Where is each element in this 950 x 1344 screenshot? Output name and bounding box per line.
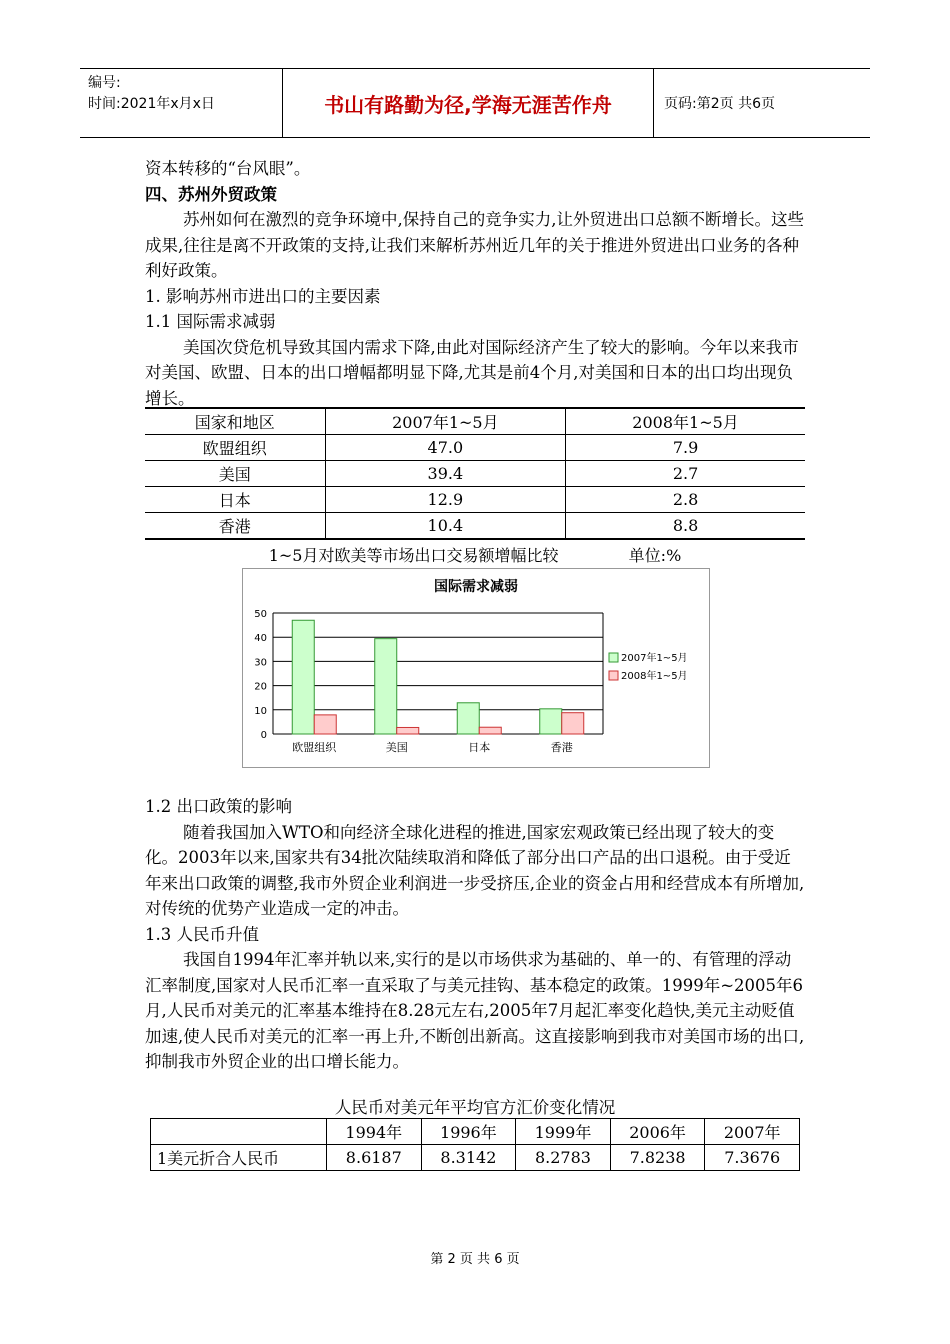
table-header-cell — [151, 1119, 327, 1145]
table-cell: 7.8238 — [610, 1145, 705, 1171]
table-cell: 2.8 — [566, 487, 805, 513]
legend-swatch — [609, 653, 618, 662]
section-4-heading: 四、苏州外贸政策 — [145, 184, 277, 204]
table-header-cell: 1994年 — [327, 1119, 422, 1145]
exchange-table — [150, 1118, 800, 1171]
legend-label: 2007年1~5月 — [621, 653, 688, 664]
chart-svg — [243, 569, 709, 767]
caption-text: 1~5月对欧美等市场出口交易额增幅比较 — [268, 546, 559, 565]
bar — [397, 727, 419, 734]
table-cell: 欧盟组织 — [145, 435, 325, 461]
table-caption — [145, 543, 805, 566]
table-cell: 8.2783 — [516, 1145, 611, 1171]
paragraph-1: 苏州如何在激烈的竞争环境中,保持自己的竞争实力,让外贸进出口总额不断增长。这些成果,往往是离不开政策的支持,让我们来解析苏州近几年的关于推进外贸进出口业务的各种利好政策。 — [145, 210, 804, 280]
table-cell: 日本 — [145, 487, 325, 513]
heading-1-1: 1.1 国际需求减弱 — [145, 312, 276, 331]
table-row — [151, 1145, 800, 1171]
x-tick-label: 香港 — [550, 741, 573, 754]
x-tick-label: 欧盟组织 — [292, 741, 337, 754]
heading-1-3: 1.3 人民币升值 — [145, 924, 259, 944]
paragraph-4: 我国自1994年汇率并轨以来,实行的是以市场供求为基础的、单一的、有管理的浮动汇率制度,国家对人民币汇率一直采取了与美元挂钩、基本稳定的政策。1999年~2005年6月,人民币对美元的汇率基本维持在8.28元左右,2005年7月起汇率变化趋快,美元主动贬值加速,使人民币对美元的汇率一再上升,不断创出新高。这直接影响到我市对美国市场的出口,抑制我市外贸企业的出口增长能力。 — [145, 950, 805, 1071]
table-cell: 7.9 — [566, 435, 805, 461]
chart-title: 国际需求减弱 — [434, 579, 518, 595]
growth-table — [145, 407, 805, 540]
y-tick-label: 50 — [254, 609, 267, 620]
table-row — [145, 487, 805, 513]
header-info — [80, 69, 283, 137]
legend-swatch — [609, 671, 618, 680]
page-header — [80, 68, 870, 138]
header-motto: 书山有路勤为径,学海无涯苦作舟 — [283, 69, 654, 137]
table-header-row — [145, 408, 805, 435]
table-row — [145, 435, 805, 461]
table-cell: 12.9 — [325, 487, 565, 513]
x-tick-label: 日本 — [468, 741, 491, 754]
table-header-cell: 2007年1~5月 — [325, 408, 565, 435]
table-row — [145, 513, 805, 540]
bar — [540, 709, 562, 734]
table-header-cell: 2006年 — [610, 1119, 705, 1145]
table-header-cell: 1996年 — [421, 1119, 516, 1145]
number-label: 编号: — [88, 75, 121, 91]
bar — [292, 620, 314, 734]
table-header-cell: 1999年 — [516, 1119, 611, 1145]
table-cell: 2.7 — [566, 461, 805, 487]
y-tick-label: 10 — [254, 705, 267, 717]
table-cell: 39.4 — [325, 461, 565, 487]
table-header-cell: 2007年 — [705, 1119, 800, 1145]
table-cell: 10.4 — [325, 513, 565, 540]
y-tick-label: 20 — [254, 681, 267, 693]
time-label: 时间:2021年x月x日 — [88, 96, 215, 112]
demand-chart — [242, 568, 710, 768]
paragraph-3: 随着我国加入WTO和向经济全球化进程的推进,国家宏观政策已经出现了较大的变化。2003年以来,国家共有34批次陆续取消和降低了部分出口产品的出口退税。由于受近年来出口政策的调整,我市外贸企业利润进一步受挤压,企业的资金占用和经营成本有所增加,对传统的优势产业造成一定的冲击。 — [145, 822, 805, 918]
y-tick-label: 30 — [254, 657, 267, 669]
heading-1: 1. 影响苏州市进出口的主要因素 — [145, 286, 381, 306]
paragraph-2: 美国次贷危机导致其国内需求下降,由此对国际经济产生了较大的影响。今年以来我市对美国、欧盟、日本的出口增幅都明显下降,尤其是前4个月,对美国和日本的出口均出现负增长。 — [145, 337, 799, 408]
legend-label: 2008年1~5月 — [621, 671, 688, 682]
intro-block — [145, 156, 805, 411]
bar — [375, 639, 397, 734]
table-cell: 美国 — [145, 461, 325, 487]
bar — [479, 727, 501, 734]
table-cell: 7.3676 — [705, 1145, 800, 1171]
table-header-row — [151, 1119, 800, 1145]
page-footer: 第 2 页 共 6 页 — [430, 1252, 520, 1267]
bar — [457, 703, 479, 734]
table-cell: 香港 — [145, 513, 325, 540]
policy-block — [145, 794, 805, 1075]
caption-unit: 单位:% — [628, 546, 682, 565]
table-row-label: 1美元折合人民币 — [151, 1145, 327, 1171]
table-cell: 47.0 — [325, 435, 565, 461]
y-tick-label: 40 — [254, 633, 267, 645]
table-cell: 8.6187 — [327, 1145, 422, 1171]
table-cell: 8.3142 — [421, 1145, 516, 1171]
x-tick-label: 美国 — [385, 741, 408, 754]
y-tick-label: 0 — [260, 730, 267, 741]
exchange-table-caption: 人民币对美元年平均官方汇价变化情况 — [334, 1098, 616, 1117]
line-0: 资本转移的“台风眼”。 — [145, 159, 311, 178]
table-header-cell: 国家和地区 — [145, 408, 325, 435]
heading-1-2: 1.2 出口政策的影响 — [145, 797, 292, 816]
table-row — [145, 461, 805, 487]
bar — [562, 713, 584, 734]
table-cell: 8.8 — [566, 513, 805, 540]
header-page-label: 页码:第2页 共6页 — [664, 96, 775, 112]
table-header-cell: 2008年1~5月 — [566, 408, 805, 435]
bar — [314, 715, 336, 734]
